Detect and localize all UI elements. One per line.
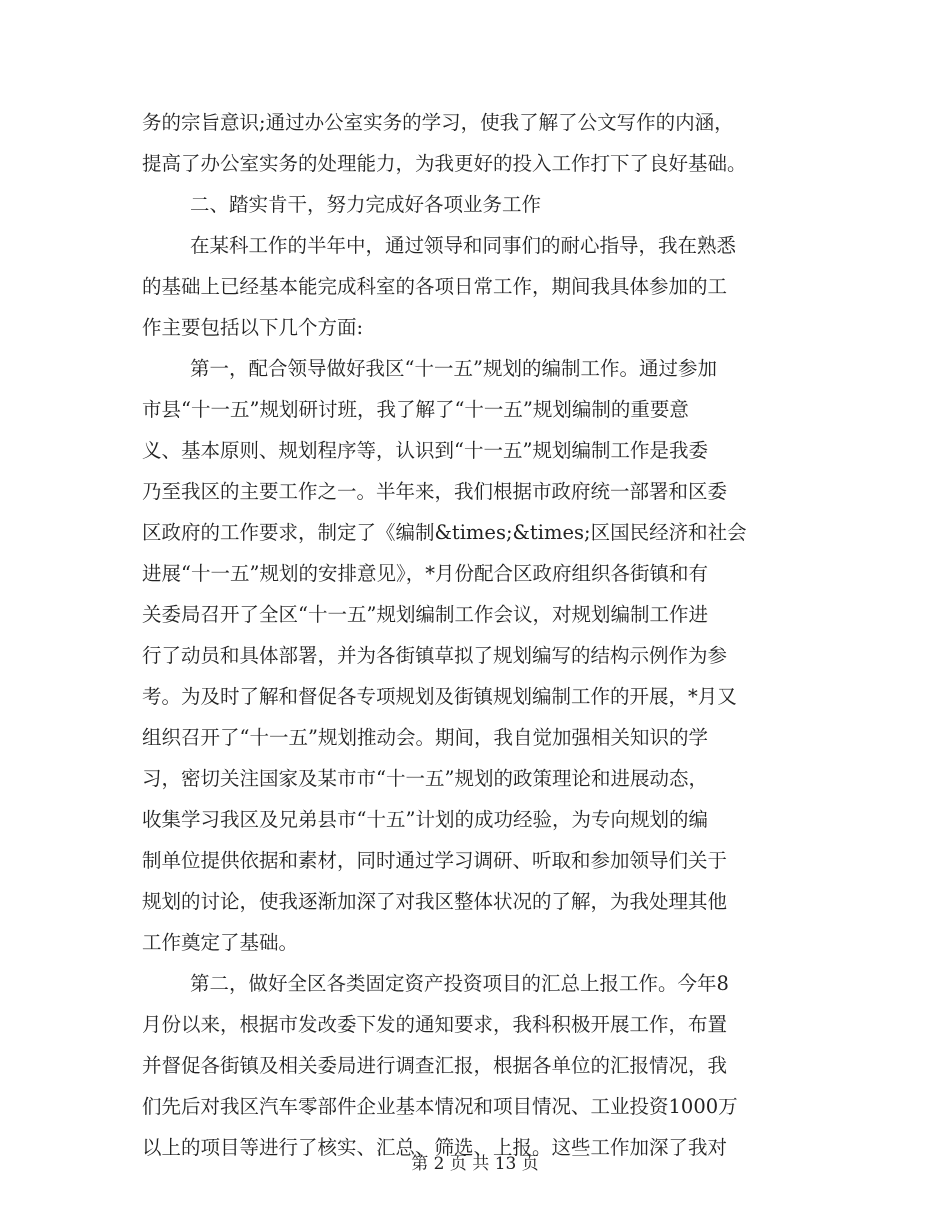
text-line: 并督促各街镇及相关委局进行调查汇报，根据各单位的汇报情况，我	[142, 1054, 728, 1077]
text-line: 考。为及时了解和督促各专项规划及街镇规划编制工作的开展，*月又	[142, 685, 737, 708]
text-line: 们先后对我区汽车零部件企业基本情况和项目情况、工业投资1000万	[142, 1095, 738, 1118]
text-line: 二、踏实肯干，努力完成好各项业务工作	[190, 193, 542, 216]
text-line: 工作奠定了基础。	[142, 931, 299, 954]
text-line: 的基础上已经基本能完成科室的各项日常工作，期间我具体参加的工	[142, 275, 728, 298]
text-line: 月份以来，根据市发改委下发的通知要求，我科积极开展工作，布置	[142, 1013, 728, 1036]
text-line: 习，密切关注国家及某市市“十一五”规划的政策理论和进展动态，	[142, 767, 708, 790]
text-line: 在某科工作的半年中，通过领导和同事们的耐心指导，我在熟悉	[190, 234, 737, 257]
text-line: 制单位提供依据和素材，同时通过学习调研、听取和参加领导们关于	[142, 849, 728, 872]
text-line: 提高了办公室实务的处理能力，为我更好的投入工作打下了良好基础。	[142, 152, 747, 175]
text-line: 以上的项目等进行了核实、汇总、筛选、上报。这些工作加深了我对	[142, 1136, 728, 1159]
text-line: 组织召开了“十一五”规划推动会。期间，我自觉加强相关知识的学	[142, 726, 708, 749]
document-body	[142, 102, 810, 1168]
page-number-footer: 第 2 页 共 13 页	[411, 1154, 539, 1174]
text-line: 市县“十一五”规划研讨班，我了解了“十一五”规划编制的重要意	[142, 398, 689, 421]
text-line: 区政府的工作要求，制定了《编制&times;&times;区国民经济和社会	[142, 521, 747, 544]
text-line: 乃至我区的主要工作之一。半年来，我们根据市政府统一部署和区委	[142, 480, 728, 503]
text-line: 行了动员和具体部署，并为各街镇草拟了规划编写的结构示例作为参	[142, 644, 728, 667]
text-line: 义、基本原则、规划程序等，认识到“十一五”规划编制工作是我委	[142, 439, 708, 462]
text-line: 作主要包括以下几个方面:	[142, 316, 364, 339]
text-line: 关委局召开了全区“十一五”规划编制工作会议，对规划编制工作进	[142, 603, 708, 626]
text-line: 收集学习我区及兄弟县市“十五”计划的成功经验，为专向规划的编	[142, 808, 708, 831]
text-line: 进展“十一五”规划的安排意见》，*月份配合区政府组织各街镇和有	[142, 562, 708, 585]
text-line: 第二，做好全区各类固定资产投资项目的汇总上报工作。今年8	[190, 972, 729, 995]
text-line: 第一，配合领导做好我区“十一五”规划的编制工作。通过参加	[190, 357, 717, 380]
text-line: 规划的讨论，使我逐渐加深了对我区整体状况的了解，为我处理其他	[142, 890, 728, 913]
text-line: 务的宗旨意识;通过办公室实务的学习，使我了解了公文写作的内涵，	[142, 111, 734, 134]
